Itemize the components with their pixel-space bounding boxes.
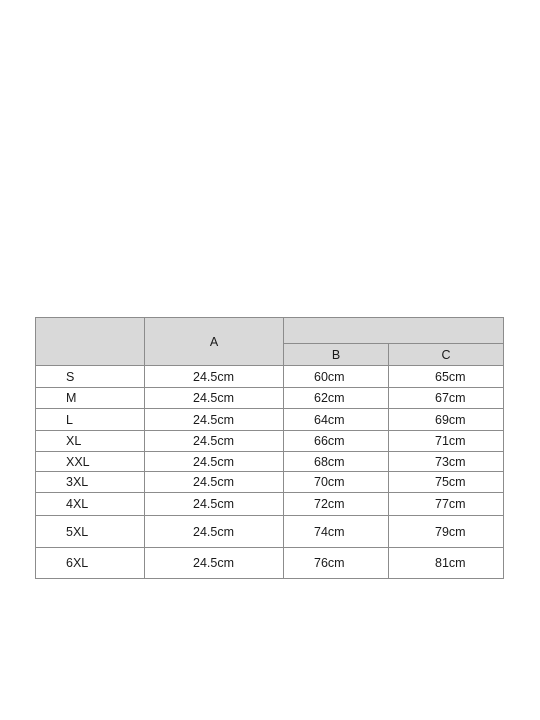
cell-b: 62cm [284,388,389,409]
cell-c: 71cm [389,431,504,452]
size-chart-header [36,318,504,366]
cell-b: 66cm [284,431,389,452]
cell-a: 24.5cm [145,431,284,452]
table-row [36,452,504,472]
table-row [36,516,504,548]
table-row [36,548,504,579]
table-row [36,409,504,431]
cell-size: XXL [36,452,145,472]
size-chart-body [36,366,504,579]
header-b: B [284,344,389,366]
table-row [36,431,504,452]
table-row [36,472,504,493]
cell-size: 3XL [36,472,145,493]
cell-c: 75cm [389,472,504,493]
cell-a: 24.5cm [145,548,284,579]
cell-b: 76cm [284,548,389,579]
cell-b: 72cm [284,493,389,516]
cell-a: 24.5cm [145,516,284,548]
cell-b: 74cm [284,516,389,548]
cell-a: 24.5cm [145,409,284,431]
header-row-top [36,318,504,344]
cell-b: 64cm [284,409,389,431]
size-chart-table [35,317,504,579]
cell-a: 24.5cm [145,366,284,388]
cell-c: 81cm [389,548,504,579]
cell-c: 77cm [389,493,504,516]
cell-size: 5XL [36,516,145,548]
cell-c: 73cm [389,452,504,472]
cell-size: 4XL [36,493,145,516]
cell-size: 6XL [36,548,145,579]
table-row [36,388,504,409]
header-a: A [145,318,284,366]
cell-size: XL [36,431,145,452]
cell-c: 69cm [389,409,504,431]
cell-b: 70cm [284,472,389,493]
cell-b: 60cm [284,366,389,388]
cell-a: 24.5cm [145,493,284,516]
table-row [36,366,504,388]
cell-c: 65cm [389,366,504,388]
table-row [36,493,504,516]
cell-a: 24.5cm [145,472,284,493]
cell-size: L [36,409,145,431]
cell-size: S [36,366,145,388]
header-size [36,318,145,366]
cell-a: 24.5cm [145,388,284,409]
cell-a: 24.5cm [145,452,284,472]
cell-c: 67cm [389,388,504,409]
cell-c: 79cm [389,516,504,548]
cell-b: 68cm [284,452,389,472]
cell-size: M [36,388,145,409]
header-group [284,318,504,344]
header-c: C [389,344,504,366]
